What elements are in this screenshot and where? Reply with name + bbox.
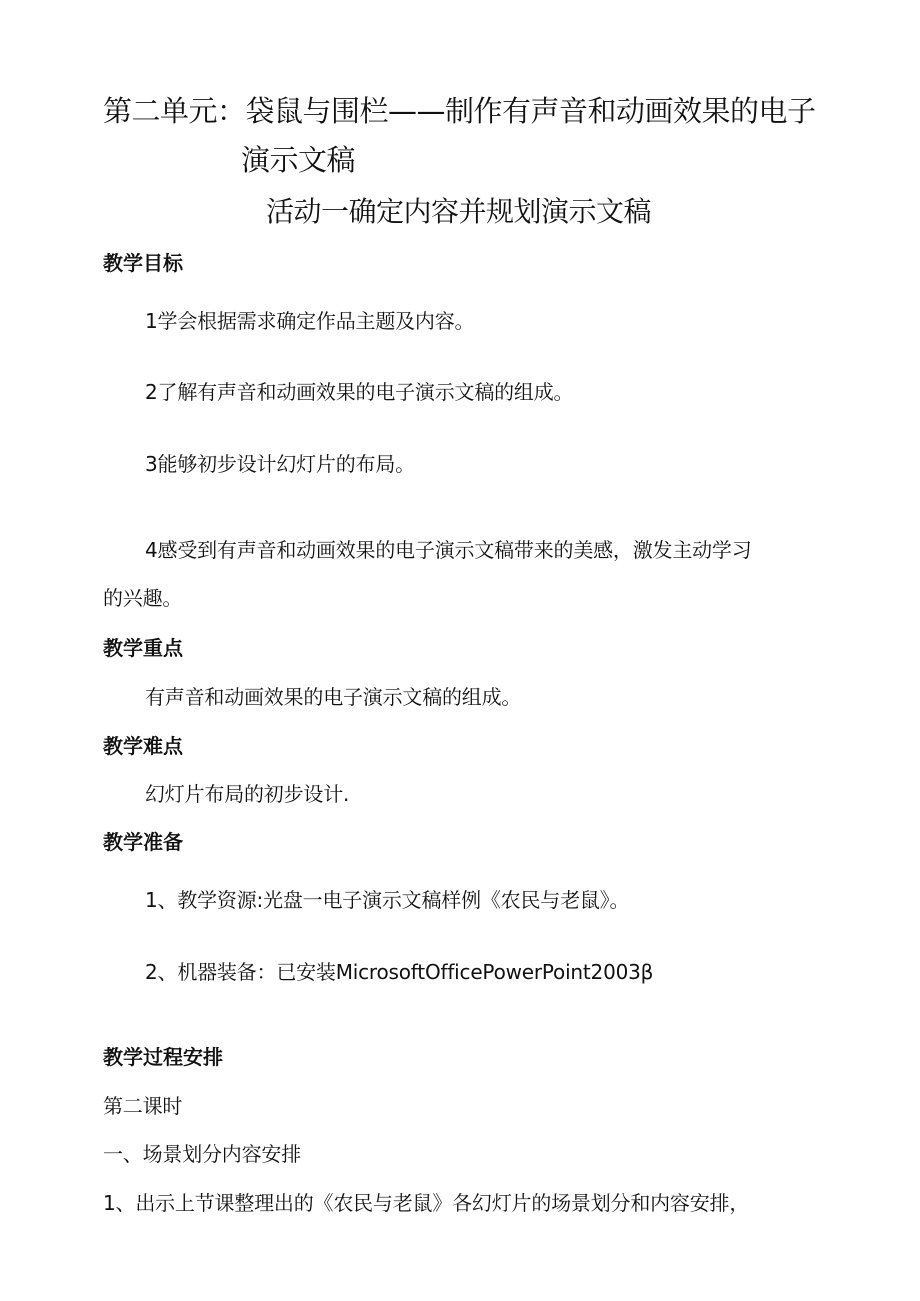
preparation-item: 1、教学资源:光盘一电子演示文稿样例《农民与老鼠》。 <box>145 888 630 912</box>
lesson-label: 第二课时 <box>103 1094 183 1118</box>
key-points-heading: 教学重点 <box>103 636 183 660</box>
key-points-text: 有声音和动画效果的电子演示文稿的组成。 <box>145 685 522 709</box>
process-part-heading: 一、场景划分内容安排 <box>103 1142 301 1166</box>
document-title-line2: 演示文稿 <box>241 143 356 177</box>
document-subtitle: 活动一确定内容并规划演示文稿 <box>266 195 652 228</box>
objective-item: 2了解有声音和动画效果的电子演示文稿的组成。 <box>145 380 574 404</box>
preparation-item: 2、机器装备：已安装MicrosoftOfficePowerPoint2003β <box>145 960 654 984</box>
process-step: 1、出示上节课整理出的《农民与老鼠》各幻灯片的场景划分和内容安排， <box>103 1191 750 1215</box>
document-title-line1: 第二单元：袋鼠与围栏——制作有声音和动画效果的电子 <box>103 94 816 128</box>
objective-item-continuation: 的兴趣。 <box>103 586 183 610</box>
process-heading: 教学过程安排 <box>103 1045 223 1069</box>
objective-item: 3能够初步设计幻灯片的布局。 <box>145 452 415 476</box>
difficulties-heading: 教学难点 <box>103 734 183 758</box>
objective-item: 4感受到有声音和动画效果的电子演示文稿带来的美感，激发主动学习 <box>145 538 752 562</box>
preparation-heading: 教学准备 <box>103 830 183 854</box>
difficulties-text: 幻灯片布局的初步设计. <box>145 782 350 806</box>
objective-item: 1学会根据需求确定作品主题及内容。 <box>145 309 475 333</box>
objectives-heading: 教学目标 <box>103 251 183 275</box>
